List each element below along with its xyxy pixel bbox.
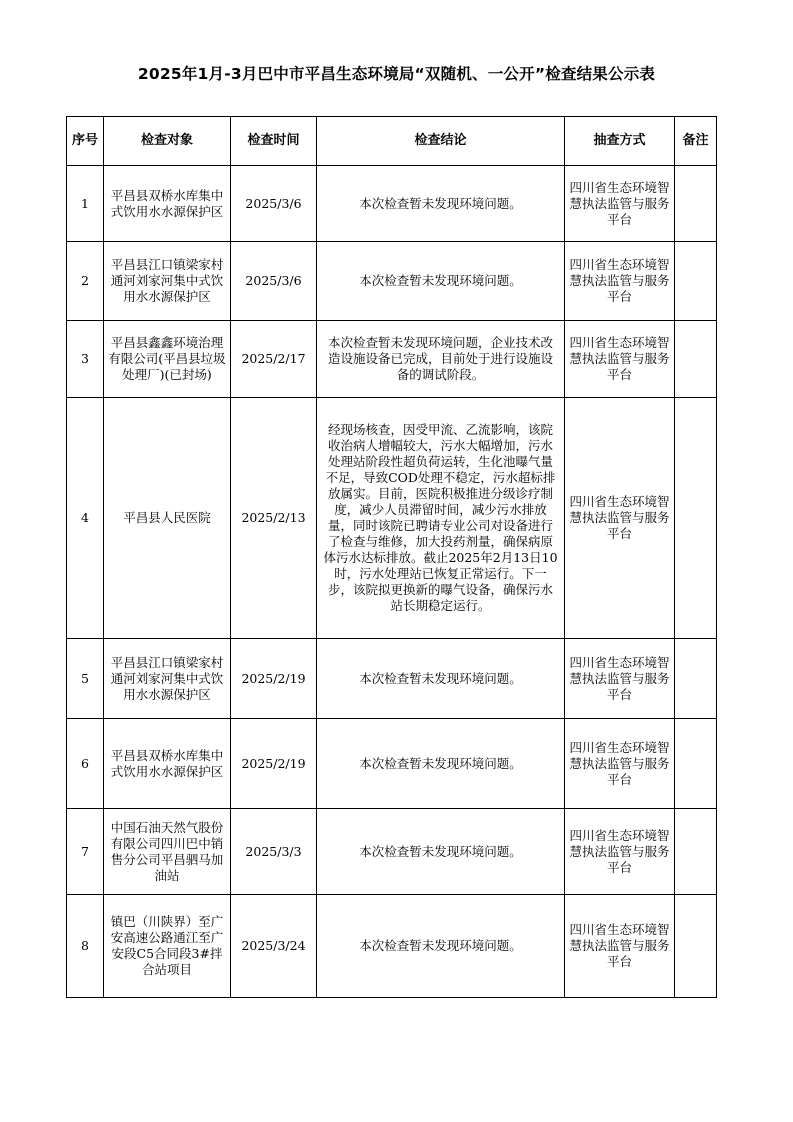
row-remark <box>675 639 717 719</box>
row-date: 2025/2/19 <box>231 719 317 809</box>
row-method: 四川省生态环境智慧执法监管与服务平台 <box>565 242 675 321</box>
row-conclusion: 经现场核查，因受甲流、乙流影响，该院收治病人增幅较大，污水大幅增加，污水处理站阶段性超负荷运转，生化池曝气量不足，导致COD处理不稳定，污水超标排放属实。目前，医院积极推进分级诊疗制度，减少人员滞留时间，减少污水排放量，同时该院已聘请专业公司对设备进行了检查与维修，加大投药剂量，确保病原体污水达标排放。截止2025年2月13日10时，污水处理站已恢复正常运行。下一步，该院拟更换新的曝气设备，确保污水站长期稳定运行。 <box>317 398 565 639</box>
header-date: 检查时间 <box>231 117 317 166</box>
row-conclusion: 本次检查暂未发现环境问题。 <box>317 639 565 719</box>
row-target: 平昌县江口镇梁家村通河刘家河集中式饮用水水源保护区 <box>104 242 231 321</box>
row-remark <box>675 809 717 895</box>
row-conclusion: 本次检查暂未发现环境问题。 <box>317 809 565 895</box>
row-target: 平昌县人民医院 <box>104 398 231 639</box>
row-target: 镇巴（川陕界）至广安高速公路通江至广安段C5合同段3#拌合站项目 <box>104 895 231 998</box>
page-title: 2025年1月-3月巴中市平昌生态环境局“双随机、一公开”检查结果公示表 <box>137 65 656 83</box>
table-row <box>67 321 717 398</box>
row-index: 8 <box>67 895 104 998</box>
row-method: 四川省生态环境智慧执法监管与服务平台 <box>565 321 675 398</box>
row-target: 平昌县江口镇梁家村通河刘家河集中式饮用水水源保护区 <box>104 639 231 719</box>
table-header-row <box>67 117 717 166</box>
row-conclusion: 本次检查暂未发现环境问题。 <box>317 719 565 809</box>
row-date: 2025/3/24 <box>231 895 317 998</box>
row-conclusion: 本次检查暂未发现环境问题，企业技术改造设施设备已完成，目前处于进行设施设备的调试阶段。 <box>317 321 565 398</box>
row-index: 7 <box>67 809 104 895</box>
table-row <box>67 719 717 809</box>
row-date: 2025/3/6 <box>231 166 317 242</box>
row-index: 6 <box>67 719 104 809</box>
row-conclusion: 本次检查暂未发现环境问题。 <box>317 895 565 998</box>
row-method: 四川省生态环境智慧执法监管与服务平台 <box>565 166 675 242</box>
table-row <box>67 895 717 998</box>
row-remark <box>675 895 717 998</box>
row-target: 中国石油天然气股份有限公司四川巴中销售分公司平昌驷马加油站 <box>104 809 231 895</box>
header-conclusion: 检查结论 <box>317 117 565 166</box>
header-target: 检查对象 <box>104 117 231 166</box>
row-target: 平昌县鑫鑫环境治理有限公司(平昌县垃圾处理厂)(已封场) <box>104 321 231 398</box>
table-row <box>67 166 717 242</box>
row-conclusion: 本次检查暂未发现环境问题。 <box>317 242 565 321</box>
row-date: 2025/2/17 <box>231 321 317 398</box>
row-date: 2025/2/19 <box>231 639 317 719</box>
row-remark <box>675 398 717 639</box>
row-conclusion: 本次检查暂未发现环境问题。 <box>317 166 565 242</box>
table-row <box>67 242 717 321</box>
header-method: 抽查方式 <box>565 117 675 166</box>
row-index: 1 <box>67 166 104 242</box>
row-method: 四川省生态环境智慧执法监管与服务平台 <box>565 719 675 809</box>
row-method: 四川省生态环境智慧执法监管与服务平台 <box>565 809 675 895</box>
row-method: 四川省生态环境智慧执法监管与服务平台 <box>565 895 675 998</box>
row-date: 2025/2/13 <box>231 398 317 639</box>
row-remark <box>675 166 717 242</box>
row-index: 2 <box>67 242 104 321</box>
table-row <box>67 398 717 639</box>
row-remark <box>675 242 717 321</box>
inspection-results-table <box>66 116 717 998</box>
row-date: 2025/3/6 <box>231 242 317 321</box>
row-index: 3 <box>67 321 104 398</box>
row-date: 2025/3/3 <box>231 809 317 895</box>
row-index: 5 <box>67 639 104 719</box>
row-index: 4 <box>67 398 104 639</box>
row-remark <box>675 321 717 398</box>
table-row <box>67 639 717 719</box>
row-target: 平昌县双桥水库集中式饮用水水源保护区 <box>104 719 231 809</box>
row-remark <box>675 719 717 809</box>
header-index: 序号 <box>67 117 104 166</box>
row-target: 平昌县双桥水库集中式饮用水水源保护区 <box>104 166 231 242</box>
row-method: 四川省生态环境智慧执法监管与服务平台 <box>565 398 675 639</box>
row-method: 四川省生态环境智慧执法监管与服务平台 <box>565 639 675 719</box>
table-row <box>67 809 717 895</box>
header-remark: 备注 <box>675 117 717 166</box>
